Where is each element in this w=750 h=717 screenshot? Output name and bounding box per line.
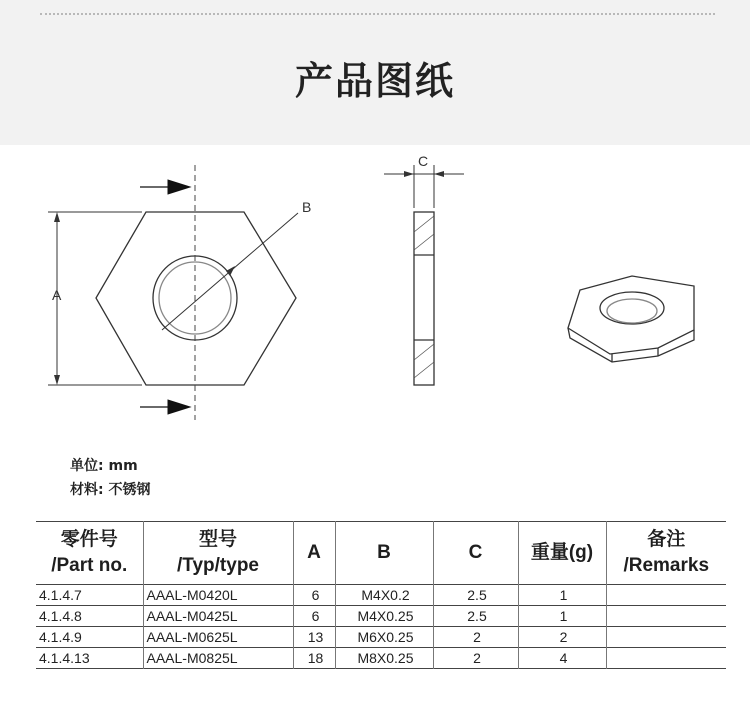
dimension-a xyxy=(48,212,142,385)
header-part-no: 零件号 /Part no. xyxy=(36,522,143,585)
spec-notes xyxy=(70,454,150,502)
cell-part-no: 4.1.4.7 xyxy=(36,585,143,606)
cell-weight: 4 xyxy=(518,648,606,669)
cell-b: M6X0.25 xyxy=(335,627,433,648)
page-title: 产品图纸 xyxy=(294,59,455,103)
unit-value: mm xyxy=(108,458,138,474)
cell-a: 6 xyxy=(293,585,335,606)
cell-type: AAAL-M0420L xyxy=(143,585,293,606)
cell-weight: 2 xyxy=(518,627,606,648)
cell-weight: 1 xyxy=(518,606,606,627)
table-row xyxy=(36,606,726,627)
cell-a: 18 xyxy=(293,648,335,669)
header-remarks: 备注 /Remarks xyxy=(623,529,710,576)
cell-type: AAAL-M0825L xyxy=(143,648,293,669)
table-header-row xyxy=(36,522,726,585)
dimension-b xyxy=(162,213,298,330)
cell-b: M4X0.2 xyxy=(335,585,433,606)
cell-c: 2.5 xyxy=(433,585,518,606)
material-line xyxy=(70,478,150,502)
header-type: 型号 /Typ/type xyxy=(143,522,293,585)
header-weight: 重量(g) xyxy=(518,522,606,585)
dimension-label-b: B xyxy=(302,199,312,215)
cell-c: 2.5 xyxy=(433,606,518,627)
cell-part-no: 4.1.4.8 xyxy=(36,606,143,627)
cell-type: AAAL-M0625L xyxy=(143,627,293,648)
cell-remarks xyxy=(606,585,726,606)
cell-weight: 1 xyxy=(518,585,606,606)
cell-part-no: 4.1.4.13 xyxy=(36,648,143,669)
cell-remarks xyxy=(606,648,726,669)
material-label: 材料: xyxy=(70,482,104,498)
dimension-label-c: C xyxy=(418,153,429,169)
unit-line xyxy=(70,454,150,478)
cell-a: 13 xyxy=(293,627,335,648)
hex-nut-isometric-view xyxy=(568,276,694,362)
section-arrows xyxy=(140,180,190,414)
material-value: 不锈钢 xyxy=(108,482,151,498)
cell-c: 2 xyxy=(433,627,518,648)
table-row xyxy=(36,627,726,648)
header-a: A xyxy=(293,522,335,585)
header-c: C xyxy=(433,522,518,585)
technical-drawing xyxy=(0,145,750,445)
table-row xyxy=(36,585,726,606)
table-row xyxy=(36,648,726,669)
hex-nut-side-view xyxy=(414,212,434,385)
unit-label: 单位: xyxy=(70,458,104,474)
cell-b: M8X0.25 xyxy=(335,648,433,669)
cell-remarks xyxy=(606,606,726,627)
cell-a: 6 xyxy=(293,606,335,627)
dotted-divider xyxy=(40,13,715,15)
dimension-label-a: A xyxy=(52,287,62,303)
header-b: B xyxy=(335,522,433,585)
header-band xyxy=(0,0,750,145)
cell-part-no: 4.1.4.9 xyxy=(36,627,143,648)
cell-type: AAAL-M0425L xyxy=(143,606,293,627)
cell-remarks xyxy=(606,627,726,648)
spec-table xyxy=(36,521,726,669)
cell-b: M4X0.25 xyxy=(335,606,433,627)
hex-nut-front-view xyxy=(96,212,296,385)
cell-c: 2 xyxy=(433,648,518,669)
dimension-c xyxy=(384,165,464,208)
